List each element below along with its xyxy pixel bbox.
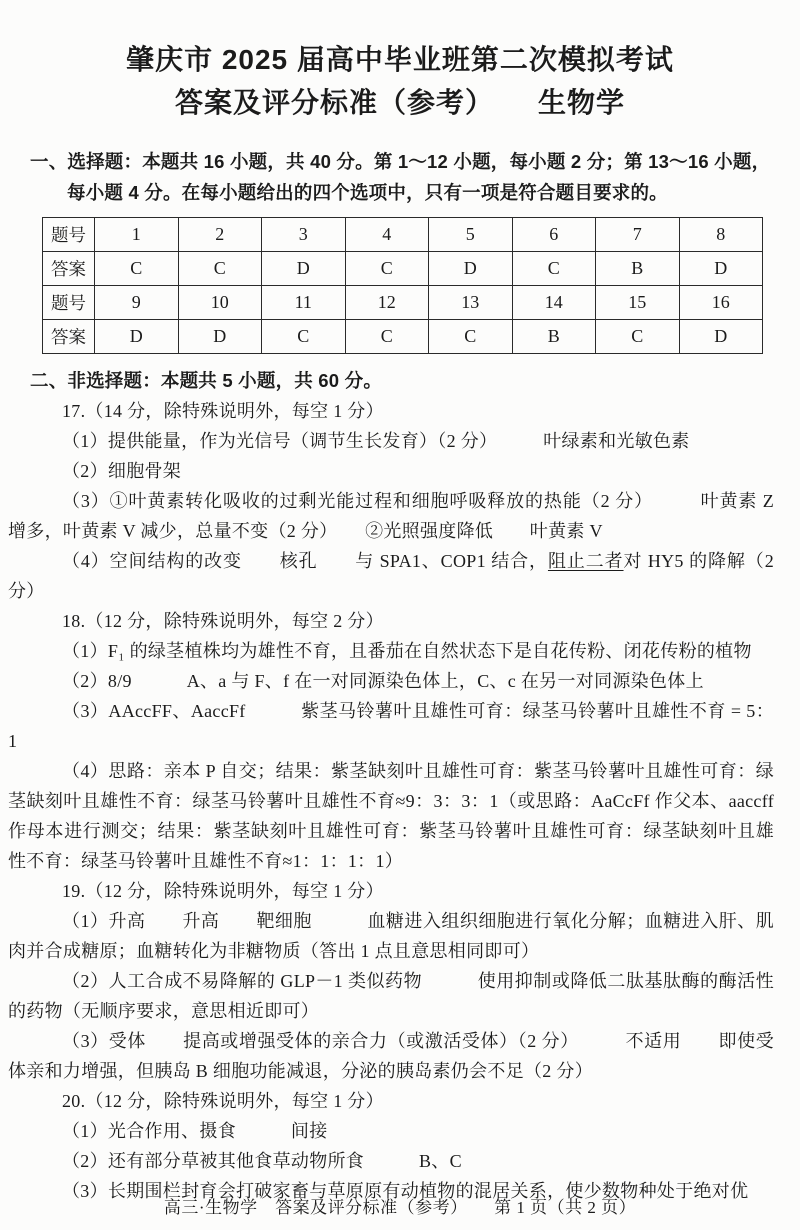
table-cell: 9 <box>95 286 179 320</box>
table-cell: 答案 <box>43 252 95 286</box>
table-cell: 3 <box>262 218 346 252</box>
table-cell: 题号 <box>43 218 95 252</box>
q19-answer-3: （3）受体 提高或增强受体的亲合力（或激活受体）（2 分） 不适用 即使受体亲和力增强，但胰岛 B 细胞功能减退，分泌的胰岛素仍会不足（2 分） <box>8 1031 774 1081</box>
table-cell: C <box>345 320 429 354</box>
table-cell: D <box>429 252 513 286</box>
table-cell: D <box>178 320 262 354</box>
section1-heading: 一、选择题：本题共 16 小题，共 40 分。第 1～12 小题，每小题 2 分；第 13～16 小题，每小题 4 分。在每小题给出的四个选项中，只有一项是符合题目要求的。 <box>30 151 771 203</box>
table-cell: 11 <box>262 286 346 320</box>
table-cell: 题号 <box>43 286 95 320</box>
table-cell: 10 <box>178 286 262 320</box>
table-cell: 1 <box>95 218 179 252</box>
table-row <box>43 286 763 320</box>
table-cell: 14 <box>512 286 596 320</box>
table-cell: C <box>429 320 513 354</box>
q19-answer-2: （2）人工合成不易降解的 GLP－1 类似药物 使用抑制或降低二肽基肽酶的酶活性的药物（无顺序要求，意思相近即可） <box>8 971 774 1021</box>
page-title-line2: 答案及评分标准（参考） 生物学 <box>174 87 625 118</box>
table-cell: 6 <box>512 218 596 252</box>
table-cell: D <box>679 320 763 354</box>
table-cell: B <box>512 320 596 354</box>
q20-answer-1: （1）光合作用、摄食 间接 <box>62 1121 328 1141</box>
section2-heading: 二、非选择题：本题共 5 小题，共 60 分。 <box>30 370 383 391</box>
table-row <box>43 320 763 354</box>
table-cell: 8 <box>679 218 763 252</box>
q20-header: 20.（12 分，除特殊说明外，每空 1 分） <box>62 1091 384 1111</box>
q20-answer-2: （2）还有部分草被其他食草动物所食 B、C <box>62 1151 462 1171</box>
q18-answer-3: （3）AAccFF、AaccFf 紫茎马铃薯叶且雄性可育：绿茎马铃薯叶且雄性不育 = 5：1 <box>8 701 774 751</box>
table-cell: C <box>345 252 429 286</box>
table-cell: 12 <box>345 286 429 320</box>
table-cell: 16 <box>679 286 763 320</box>
table-cell: 13 <box>429 286 513 320</box>
q19-header: 19.（12 分，除特殊说明外，每空 1 分） <box>62 881 384 901</box>
table-cell: C <box>178 252 262 286</box>
table-cell: 答案 <box>43 320 95 354</box>
table-cell: C <box>262 320 346 354</box>
table-cell: B <box>596 252 680 286</box>
table-cell: D <box>95 320 179 354</box>
table-cell: 4 <box>345 218 429 252</box>
table-cell: C <box>512 252 596 286</box>
q17-answer-4-post: 对 HY5 的降解（2 分） <box>8 551 774 601</box>
q17-answer-1: （1）提供能量，作为光信号（调节生长发育）（2 分） 叶绿素和光敏色素 <box>62 431 690 451</box>
q18-answer-1: （1）F₁ 的绿茎植株均为雄性不育，且番茄在自然状态下是自花传粉、闭花传粉的植物 <box>62 641 752 661</box>
q17-answer-4 <box>8 546 774 606</box>
table-cell: C <box>95 252 179 286</box>
q19-answer-1: （1）升高 升高 靶细胞 血糖进入组织细胞进行氧化分解；血糖进入肝、肌肉并合成糖原；血糖转化为非糖物质（答出 1 点且意思相同即可） <box>8 911 774 961</box>
table-cell: C <box>596 320 680 354</box>
q17-answer-4-pre: （4）空间结构的改变 核孔 与 SPA1、COP1 结合， <box>62 551 548 571</box>
table-cell: D <box>679 252 763 286</box>
q20-answer-3: （3）长期围栏封育会打破家畜与草原原有动植物的混居关系，使少数物种处于绝对优 <box>62 1181 749 1201</box>
answer-table <box>42 217 763 354</box>
q18-header: 18.（12 分，除特殊说明外，每空 2 分） <box>62 611 384 631</box>
q17-header: 17.（14 分，除特殊说明外，每空 1 分） <box>62 401 384 421</box>
table-row <box>43 218 763 252</box>
table-cell: 2 <box>178 218 262 252</box>
table-cell: 5 <box>429 218 513 252</box>
q18-answer-4: （4）思路：亲本 P 自交；结果：紫茎缺刻叶且雄性可育：紫茎马铃薯叶且雄性可育：绿茎缺刻叶且雄性不育：绿茎马铃薯叶且雄性不育≈9：3：3：1（或思路：AaCcFf 作父本、aaccff 作母本进行测交；结果：紫茎缺刻叶且雄性可育：紫茎马铃薯叶且雄性可育：绿茎缺刻叶且雄性不育：绿茎马铃薯叶且雄性不育≈1：1：1：1） <box>8 761 774 871</box>
table-cell: 15 <box>596 286 680 320</box>
q17-answer-2: （2）细胞骨架 <box>62 461 182 481</box>
q17-answer-3: （3）①叶黄素转化吸收的过剩光能过程和细胞呼吸释放的热能（2 分） 叶黄素 Z 增多，叶黄素 V 减少，总量不变（2 分） ②光照强度降低 叶黄素 V <box>8 491 774 541</box>
q18-answer-2: （2）8/9 A、a 与 F、f 在一对同源染色体上，C、c 在另一对同源染色体上 <box>62 671 704 691</box>
table-cell: 7 <box>596 218 680 252</box>
page-title-line1: 肇庆市 2025 届高中毕业班第二次模拟考试 <box>126 44 674 75</box>
table-cell: D <box>262 252 346 286</box>
table-row <box>43 252 763 286</box>
q17-answer-4-underlined: 阻止二者 <box>547 551 624 571</box>
page-footer: 高三·生物学 答案及评分标准（参考） 第 1 页（共 2 页） <box>163 1198 637 1217</box>
